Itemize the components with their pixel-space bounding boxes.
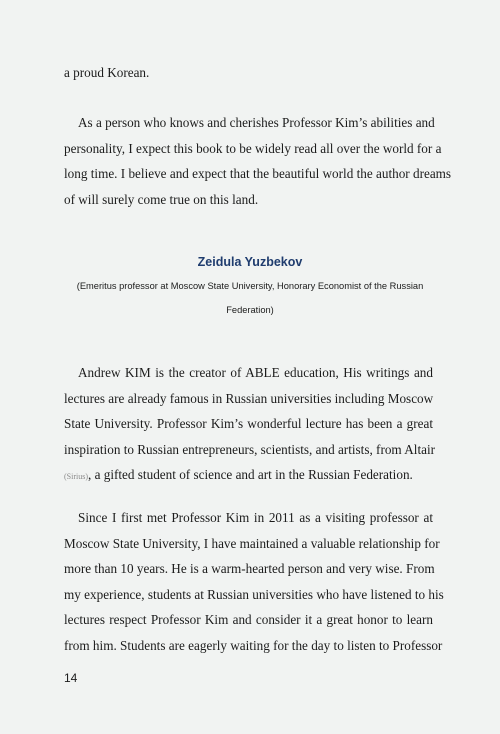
author-affiliation <box>60 274 440 322</box>
text-line: Andrew KIM is the creator of ABLE education, His writings and <box>78 365 433 380</box>
affiliation-line: Federation) <box>226 305 274 315</box>
text-line: Moscow State University, I have maintained a valuable relationship for <box>64 535 440 551</box>
text-line: from him. Students are eagerly waiting for the day to listen to Professor <box>64 637 443 653</box>
text-line: a proud Korean. <box>64 65 150 80</box>
sirius-note: (Sirius) <box>64 472 88 481</box>
text-line-rest: , a gifted student of science and art in the Russian Federation. <box>88 467 413 482</box>
text-line: my experience, students at Russian universities who have listened to his <box>64 586 444 602</box>
paragraph-introduction <box>64 360 436 490</box>
text-line: Since I first met Professor Kim in 2011 as a visiting professor at <box>78 510 433 525</box>
page-number: 14 <box>64 671 78 685</box>
text-line: more than 10 years. He is a warm-hearted person and very wise. From <box>64 561 435 576</box>
text-line <box>64 462 433 490</box>
author-name: Zeidula Yuzbekov <box>197 255 303 269</box>
text-line: personality, I expect this book to be widely read all over the world for a <box>64 140 442 156</box>
text-line: lectures respect Professor Kim and consider it a great honor to learn <box>64 612 433 627</box>
text-line: State University. Professor Kim’s wonderful lecture has been a great <box>64 416 433 431</box>
paragraph-relationship <box>64 505 444 658</box>
text-line: of will surely come true on this land. <box>64 191 259 207</box>
affiliation-line: (Emeritus professor at Moscow State University, Honorary Economist of the Russian <box>76 281 424 291</box>
text-line: long time. I believe and expect that the beautiful world the author dreams <box>64 166 452 181</box>
text-line: As a person who knows and cherishes Professor Kim’s abilities and <box>78 115 435 130</box>
text-line: inspiration to Russian entrepreneurs, scientists, and artists, from Altair <box>64 441 436 457</box>
paragraph-continuation <box>64 60 433 86</box>
paragraph-endorsement <box>64 110 452 212</box>
text-line: lectures are already famous in Russian universities including Moscow <box>64 390 434 406</box>
